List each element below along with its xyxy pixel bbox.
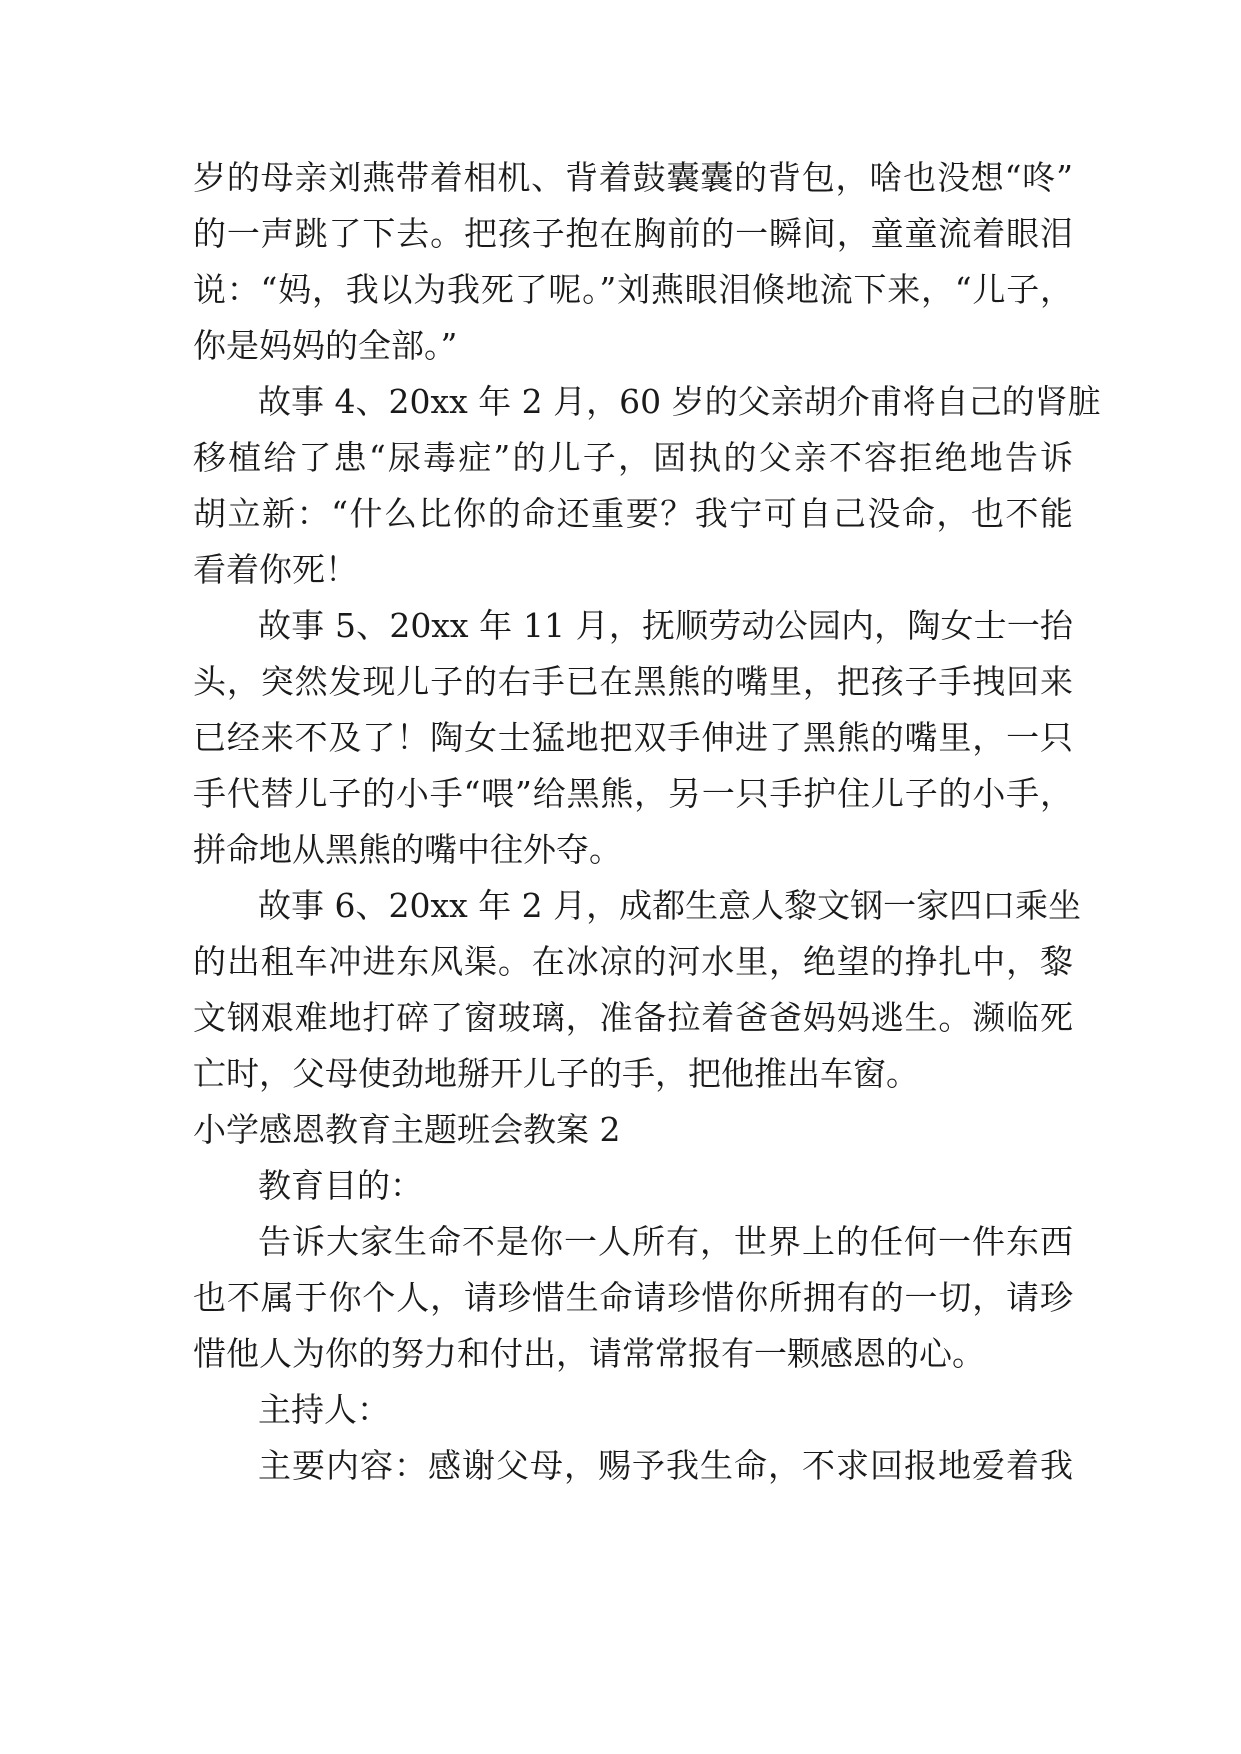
text-line: 主要内容：感谢父母，赐予我生命，不求回报地爱着我 — [258, 1446, 1073, 1485]
text-line: 岁的母亲刘燕带着相机、背着鼓囊囊的背包，啥也没想“咚” — [193, 158, 1073, 197]
text-line: 文钢艰难地打碎了窗玻璃，准备拉着爸爸妈妈逃生。濒临死 — [193, 998, 1073, 1037]
text-line: 你是妈妈的全部。” — [193, 326, 458, 365]
text-line: 惜他人为你的努力和付出，请常常报有一颗感恩的心。 — [193, 1334, 985, 1373]
text-line: 胡立新：“什么比你的命还重要？我宁可自己没命，也不能 — [193, 494, 1073, 533]
text-line: 故事 6、20xx 年 2 月，成都生意人黎文钢一家四口乘坐 — [258, 886, 1082, 925]
text-line: 移植给了患“尿毒症”的儿子，固执的父亲不容拒绝地告诉 — [193, 438, 1073, 477]
text-line: 告诉大家生命不是你一人所有，世界上的任何一件东西 — [258, 1222, 1073, 1261]
text-line: 的一声跳了下去。把孩子抱在胸前的一瞬间，童童流着眼泪 — [193, 214, 1073, 253]
text-line: 看着你死！ — [193, 550, 358, 589]
text-line: 头，突然发现儿子的右手已在黑熊的嘴里，把孩子手拽回来 — [193, 662, 1073, 701]
text-line: 拼命地从黑熊的嘴中往外夺。 — [193, 830, 622, 869]
section-heading: 小学感恩教育主题班会教案 2 — [193, 1110, 621, 1149]
text-line: 已经来不及了！陶女士猛地把双手伸进了黑熊的嘴里，一只 — [193, 718, 1073, 757]
text-line: 故事 4、20xx 年 2 月，60 岁的父亲胡介甫将自己的肾脏 — [258, 382, 1101, 421]
text-line: 故事 5、20xx 年 11 月，抚顺劳动公园内，陶女士一抬 — [258, 606, 1073, 645]
text-line: 教育目的： — [258, 1166, 423, 1205]
text-line: 手代替儿子的小手“喂”给黑熊，另一只手护住儿子的小手， — [193, 774, 1073, 813]
text-line: 说：“妈，我以为我死了呢。”刘燕眼泪倏地流下来，“儿子， — [193, 270, 1073, 309]
text-line: 也不属于你个人，请珍惜生命请珍惜你所拥有的一切，请珍 — [193, 1278, 1073, 1317]
text-line: 亡时，父母使劲地掰开儿子的手，把他推出车窗。 — [193, 1054, 919, 1093]
text-line: 主持人： — [258, 1390, 390, 1429]
text-line: 的出租车冲进东风渠。在冰凉的河水里，绝望的挣扎中，黎 — [193, 942, 1073, 981]
